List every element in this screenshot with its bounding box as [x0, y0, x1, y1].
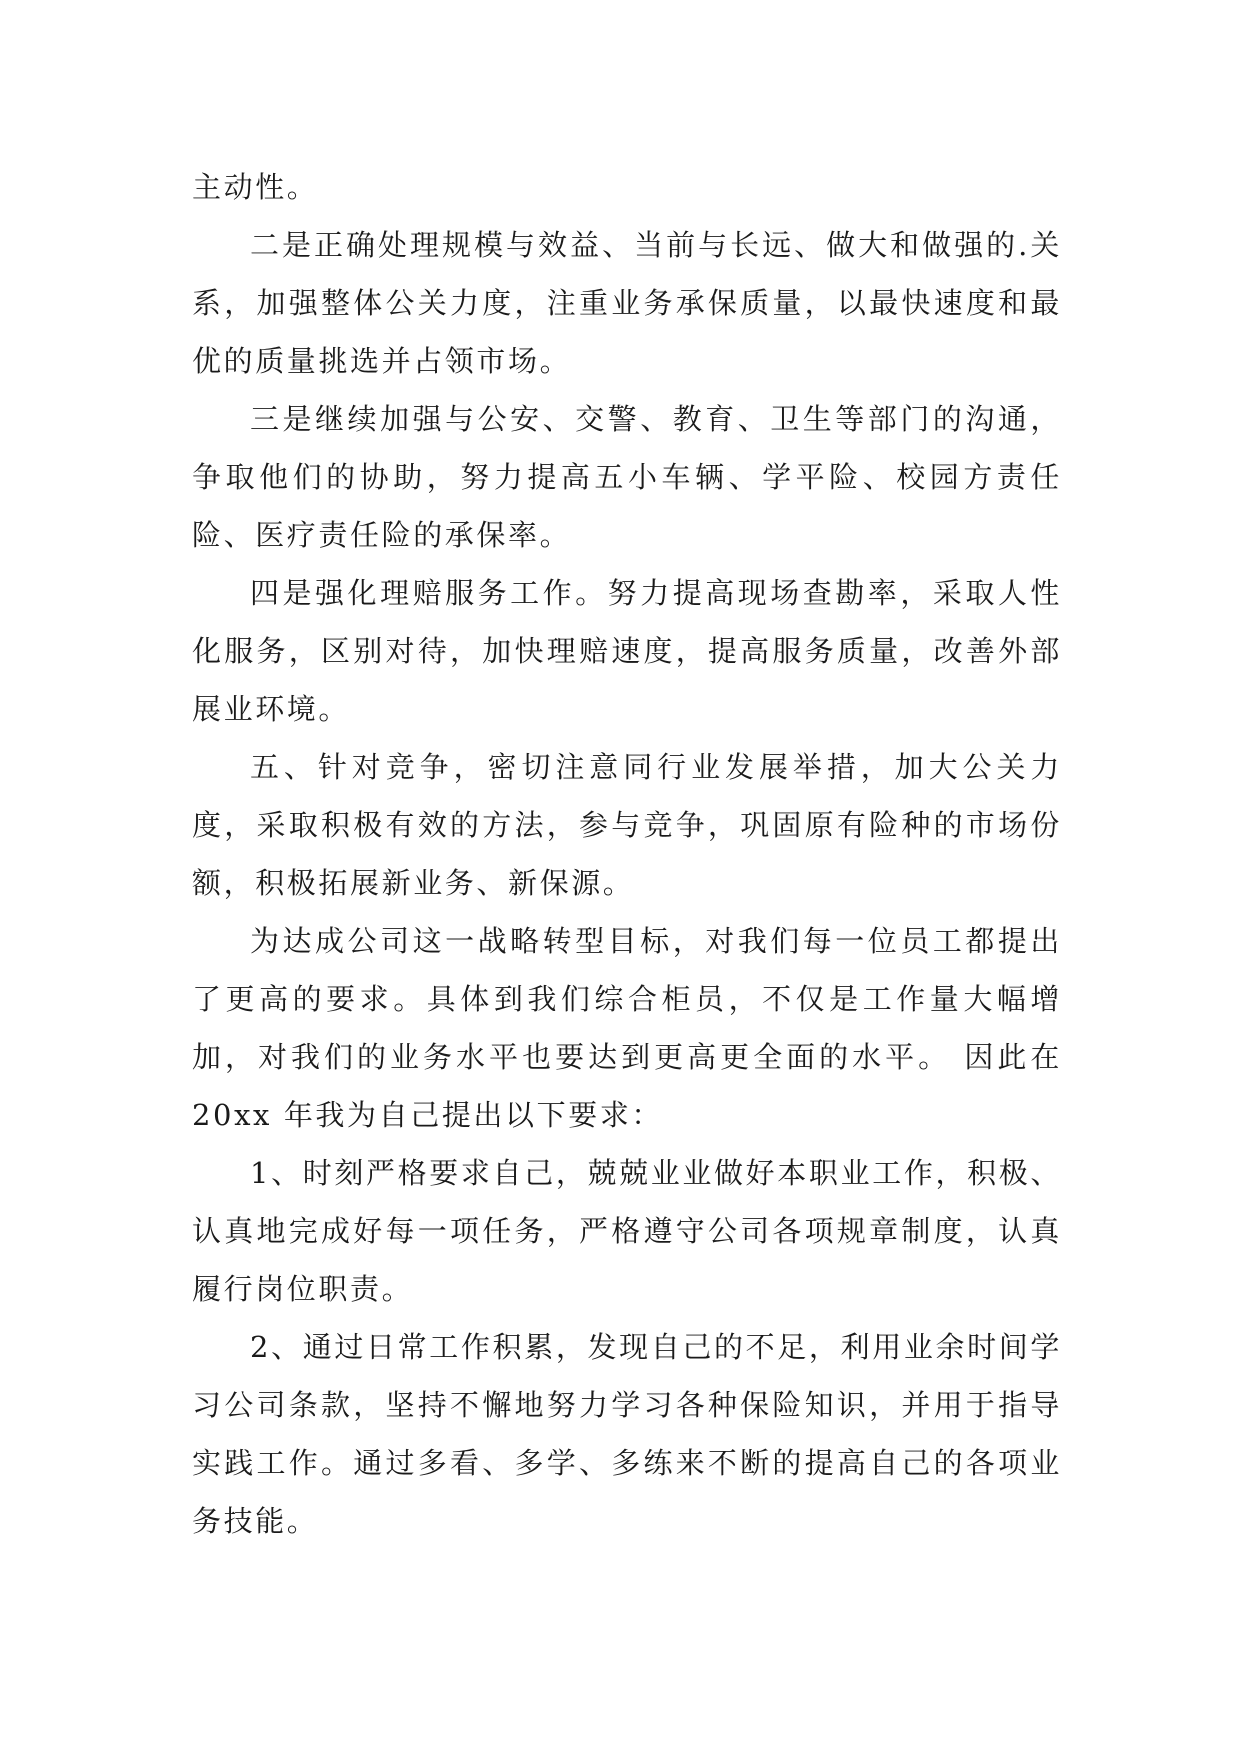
paragraph-point-four: 四是强化理赔服务工作。努力提高现场查勘率，采取人性化服务，区别对待，加快理赔速度，提高服务质量，改善外部展业环境。 [192, 576, 1062, 726]
paragraph-point-three: 三是继续加强与公安、交警、教育、卫生等部门的沟通，争取他们的协助，努力提高五小车辆、学平险、校园方责任险、医疗责任险的承保率。 [192, 402, 1062, 552]
paragraph-point-five: 五、针对竞争，密切注意同行业发展举措，加大公关力度，采取积极有效的方法，参与竞争，巩固原有险种的市场份额，积极拓展新业务、新保源。 [192, 750, 1062, 900]
document-body [192, 158, 1062, 1550]
paragraph-continuation: 主动性。 [192, 170, 319, 204]
paragraph-goal-intro: 为达成公司这一战略转型目标，对我们每一位员工都提出了更高的要求。具体到我们综合柜员，不仅是工作量大幅增加，对我们的业务水平也要达到更高更全面的水平。 因此在 20xx 年我为自己提出以下要求： [192, 924, 1062, 1132]
paragraph-point-two: 二是正确处理规模与效益、当前与长远、做大和做强的.关系，加强整体公关力度，注重业务承保质量，以最快速度和最优的质量挑选并占领市场。 [192, 228, 1062, 378]
paragraph-requirement-1: 1、时刻严格要求自己，兢兢业业做好本职业工作，积极、认真地完成好每一项任务，严格遵守公司各项规章制度，认真履行岗位职责。 [192, 1156, 1062, 1306]
paragraph-requirement-2: 2、通过日常工作积累，发现自己的不足，利用业余时间学习公司条款，坚持不懈地努力学习各种保险知识，并用于指导实践工作。通过多看、多学、多练来不断的提高自己的各项业务技能。 [192, 1330, 1062, 1538]
